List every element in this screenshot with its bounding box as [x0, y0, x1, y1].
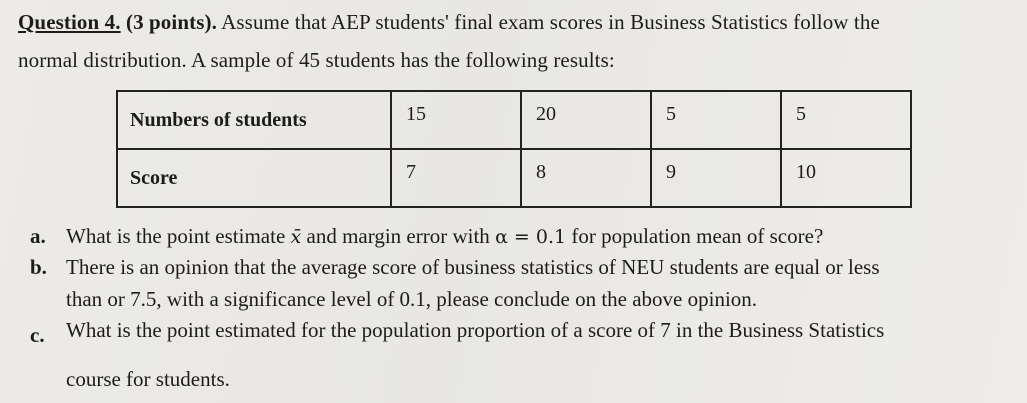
item-b-line1: There is an opinion that the average score of business statistics of NEU students are equal or less [66, 255, 880, 279]
table-cell [781, 149, 911, 207]
question-intro-line2: normal distribution. A sample of 45 students has the following results: [18, 48, 615, 72]
table-cell [391, 91, 521, 149]
table-cell [781, 91, 911, 149]
table-row-header-students: Numbers of students [117, 91, 391, 149]
table-cell [391, 149, 521, 207]
cell-value: 5 [666, 102, 676, 125]
item-a-text-part3: for population mean of score? [571, 224, 824, 248]
question-intro-line1: Assume that AEP students' final exam scores in Business Statistics follow the [221, 10, 880, 34]
table-cell [521, 91, 651, 149]
item-a-text-part1: What is the point estimate [66, 224, 286, 248]
table-row [117, 91, 911, 149]
cell-value: 9 [666, 160, 676, 183]
cell-value: 7 [406, 160, 416, 183]
question-number: Question 4. [18, 10, 121, 34]
cell-value: 20 [536, 102, 556, 125]
item-c-line2: course for students. [66, 367, 230, 391]
question-points: (3 points). [125, 10, 217, 34]
table-cell [651, 149, 781, 207]
table-row [117, 149, 911, 207]
item-a-label: a. [30, 224, 46, 248]
table-cell [521, 149, 651, 207]
item-a-text-part2: and margin error with [306, 224, 490, 248]
item-b-line2: than or 7.5, with a significance level of 0.1, please conclude on the above opinion. [66, 287, 758, 311]
cell-value: 15 [406, 102, 426, 125]
cell-value: 10 [796, 160, 816, 183]
results-table [116, 90, 912, 208]
item-c-line1: What is the point estimated for the population proportion of a score of 7 in the Business Statistics [66, 318, 885, 342]
item-c-label: c. [30, 323, 45, 347]
cell-value: 8 [536, 160, 546, 183]
question-heading [18, 10, 880, 35]
item-b-label: b. [30, 255, 47, 279]
table-row-header-score: Score [117, 149, 391, 207]
xbar-symbol: x̄ [290, 226, 302, 248]
item-a-text [66, 224, 823, 249]
alpha-symbol: α = 0.1 [495, 226, 567, 248]
cell-value: 5 [796, 102, 806, 125]
table-cell [651, 91, 781, 149]
